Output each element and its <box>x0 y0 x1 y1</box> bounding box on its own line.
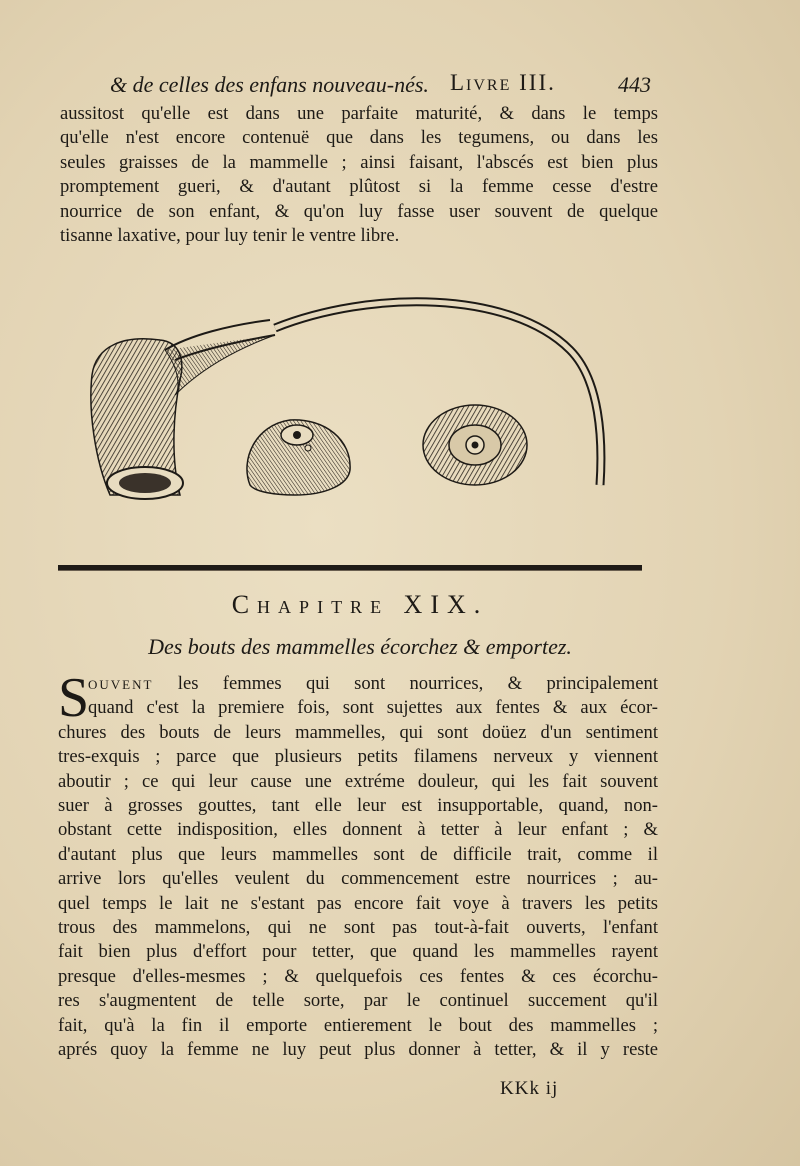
running-header <box>110 70 670 104</box>
text-line: quel temps le lait ne s'estant pas encore fait voye à travers les petits <box>58 892 658 914</box>
text-line: aprés quoy la femme ne luy peut plus donner à tetter, & il y reste <box>58 1039 658 1061</box>
text-line: res s'augmentent de telle sorte, par le continuel succement qu'il <box>58 990 658 1012</box>
text-line: suer à grosses gouttes, tant elle leur est insupportable, quand, non- <box>58 795 658 817</box>
text-line: arrive lors qu'elles veulent du commencement estre nourrices ; au- <box>58 868 658 890</box>
round-shield-drawing <box>423 405 527 485</box>
text-line: tisanne laxative, pour luy tenir le ventre libre. <box>60 225 400 247</box>
engraving-illustration <box>70 280 630 520</box>
text-line: seules graisses de la mammelle ; ainsi faisant, l'abscés est bien plus <box>60 151 658 173</box>
catchword: KKk ij <box>500 1078 559 1099</box>
text-line: nourrice de son enfant, & qu'on luy fasse user souvent de quelque <box>60 200 658 222</box>
nipple-shield-drawing <box>247 420 350 495</box>
text-line: aboutir ; ce qui leur cause une extréme douleur, qui les fait souvent <box>58 770 658 792</box>
book-number: Livre III. <box>450 70 556 95</box>
chapter-subtitle: Des bouts des mammelles écorchez & emportez. <box>148 634 572 659</box>
text-line: obstant cette indisposition, elles donnent à tetter à leur enfant ; & <box>58 819 658 841</box>
text-line: quand c'est la premiere fois, sont sujettes aux fentes & aux écor- <box>88 697 658 719</box>
chapter-heading: Chapitre XIX. <box>231 590 489 619</box>
text-line: fait, qu'à la fin il emporte entierement le bout des mammelles ; <box>58 1014 658 1036</box>
text-line <box>58 672 658 696</box>
text-line: presque d'elles-mesmes ; & quelquefois ces fentes & ces écorchu- <box>58 965 658 987</box>
chapter-body <box>58 667 658 1063</box>
text-line: tres-exquis ; parce que plusieurs petits filamens nerveux y viennent <box>58 746 658 768</box>
text-line: promptement gueri, & d'autant plûtost si la femme cesse d'estre <box>60 176 658 198</box>
page-number: 443 <box>618 72 651 97</box>
text-line: trous des mammelons, qui ne sont pas tout-à-fait ouverts, l'enfant <box>58 917 658 939</box>
text-line: chures des bouts de leurs mammelles, qui sont doüez d'un sentiment <box>58 721 658 743</box>
text-line: qu'elle n'est encore contenuë que dans les tegumens, ou dans les <box>60 127 658 149</box>
text-line: d'autant plus que leurs mammelles sont de difficile trait, comme il <box>58 843 658 865</box>
text-line: fait bien plus d'effort pour tetter, que quand les mammelles rayent <box>58 941 658 963</box>
first-word: ouvent <box>88 673 154 694</box>
section-divider <box>58 565 642 571</box>
text-line: aussitost qu'elle est dans une parfaite maturité, & dans le temps <box>60 103 658 124</box>
top-paragraph <box>60 102 658 248</box>
drop-cap: S <box>58 667 90 729</box>
running-title: & de celles des enfans nouveau-nés. <box>110 72 429 97</box>
text-fragment: les femmes qui sont nourrices, & principalement <box>177 673 658 694</box>
